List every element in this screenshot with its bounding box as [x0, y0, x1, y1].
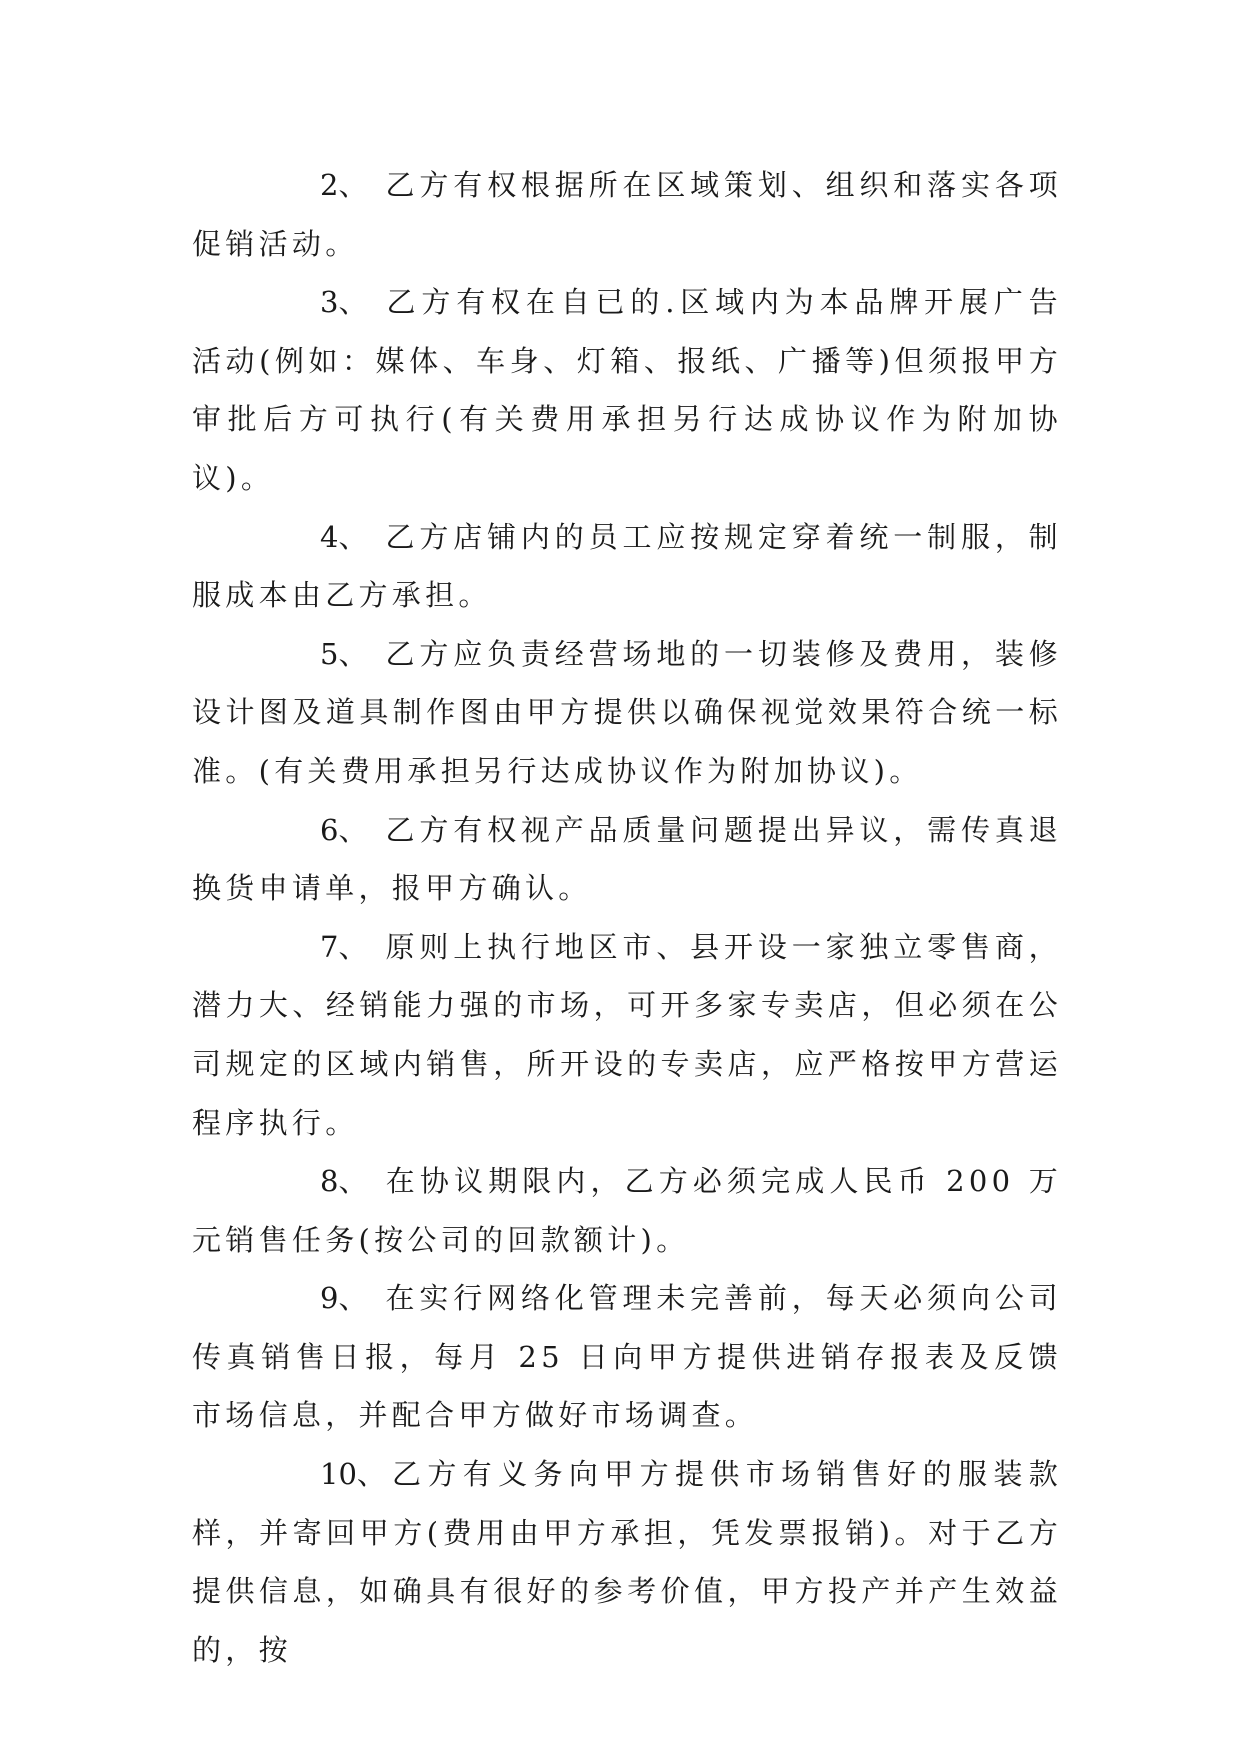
document-body: [192, 156, 1062, 1679]
clause-number: 6、: [320, 812, 368, 847]
clause-text: 原则上执行地区市、县开设一家独立零售商，潜力大、经销能力强的市场，可开多家专卖店，但必须在公司规定的区域内销售，所开设的专卖店，应严格按甲方营运程序执行。: [192, 929, 1062, 1140]
clause-text: 在协议期限内，乙方必须完成人民币 200 万元销售任务(按公司的回款额计)。: [192, 1164, 1062, 1257]
clause-5: [192, 625, 1062, 801]
clause-7: [192, 918, 1062, 1152]
clause-number: 8、: [320, 1164, 368, 1199]
clause-number: 5、: [320, 636, 368, 671]
clause-9: [192, 1269, 1062, 1445]
clause-text: 乙方店铺内的员工应按规定穿着统一制服，制服成本由乙方承担。: [192, 519, 1062, 613]
clause-number: 4、: [320, 519, 368, 554]
clause-number: 3、: [320, 285, 368, 320]
clause-text: 乙方有权在自已的.区域内为本品牌开展广告活动(例如：媒体、车身、灯箱、报纸、广播等)但须报甲方审批后方可执行(有关费用承担另行达成协议作为附加协议)。: [192, 285, 1062, 495]
clause-8: [192, 1152, 1062, 1269]
clause-10: [192, 1445, 1062, 1679]
clause-4: [192, 508, 1062, 625]
clause-text: 乙方应负责经营场地的一切装修及费用，装修设计图及道具制作图由甲方提供以确保视觉效果符合统一标准。(有关费用承担另行达成协议作为附加协议)。: [192, 636, 1062, 788]
clause-6: [192, 801, 1062, 918]
clause-number: 9、: [320, 1281, 368, 1316]
clause-3: [192, 273, 1062, 507]
clause-text: 乙方有权根据所在区域策划、组织和落实各项促销活动。: [192, 168, 1062, 261]
clause-number: 10、: [320, 1457, 386, 1492]
clause-text: 乙方有义务向甲方提供市场销售好的服装款样，并寄回甲方(费用由甲方承担，凭发票报销)。对于乙方提供信息，如确具有很好的参考价值，甲方投产并产生效益的，按: [192, 1457, 1062, 1667]
clause-2: [192, 156, 1062, 273]
clause-number: 2、: [320, 168, 368, 202]
clause-number: 7、: [320, 929, 368, 964]
clause-text: 乙方有权视产品质量问题提出异议，需传真退换货申请单，报甲方确认。: [192, 812, 1062, 906]
clause-text: 在实行网络化管理未完善前，每天必须向公司传真销售日报，每月 25 日向甲方提供进销存报表及反馈市场信息，并配合甲方做好市场调查。: [192, 1281, 1062, 1433]
